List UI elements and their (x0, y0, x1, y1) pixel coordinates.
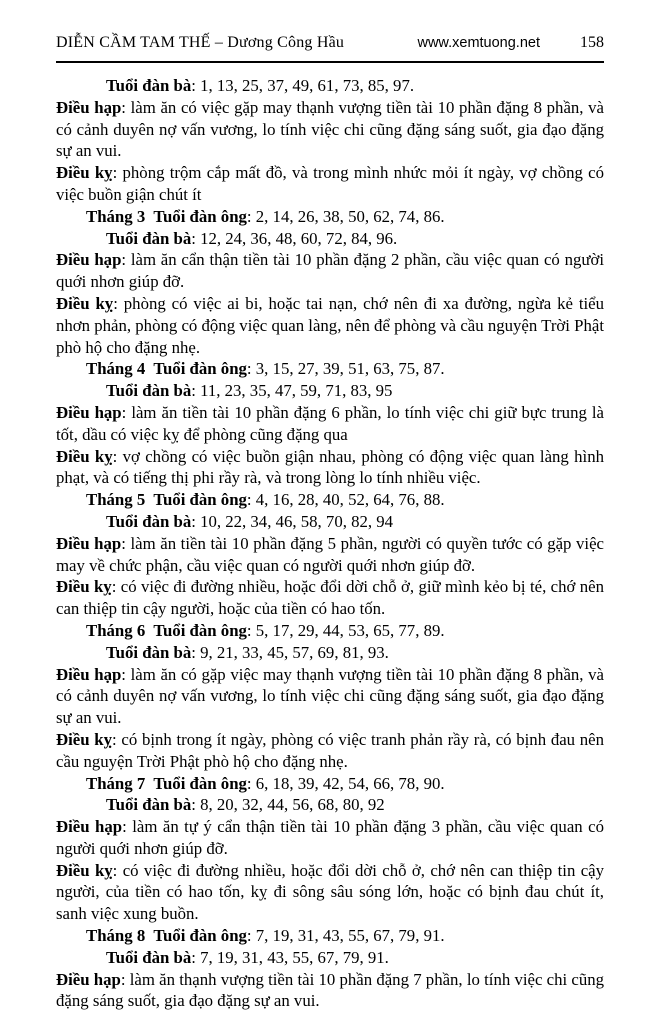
paragraph-text: : 7, 19, 31, 43, 55, 67, 79, 91. (191, 947, 389, 967)
paragraph-dieu (56, 533, 604, 577)
paragraph-text: : 1, 13, 25, 37, 49, 61, 73, 85, 97. (191, 76, 415, 95)
paragraph-dieu (56, 446, 604, 490)
paragraph-thang (56, 620, 604, 642)
paragraph-text: : vợ chồng có việc buồn giận nhau, phòng có động việc quan làng hình phạt, và có tiếng thị phi rầy rà, và trong lòng lo tính nhiều việc. (56, 446, 604, 488)
paragraph-label: Tháng 5 Tuổi đàn ông (86, 490, 247, 510)
paragraph-label: Tuổi đàn bà (106, 947, 192, 967)
paragraph-label: Điều hạp (56, 402, 122, 422)
paragraph-tuoi-ba (56, 228, 604, 250)
paragraph-text: : 7, 19, 31, 43, 55, 67, 79, 91. (246, 926, 445, 946)
paragraph-label: Điều hạp (56, 817, 123, 837)
paragraph-text: : 4, 16, 28, 40, 52, 64, 76, 88. (246, 490, 445, 510)
paragraph-text: : 9, 21, 33, 45, 57, 69, 81, 93. (191, 642, 389, 662)
paragraph-text: : phòng trộm cắp mất đồ, và trong mình nhức mỏi ít ngày, vợ chồng có việc buồn giận chút ít (56, 163, 604, 204)
paragraph-label: Tuổi đàn bà (106, 228, 192, 248)
paragraph-label: Điều kỵ (56, 729, 113, 749)
paragraph-dieu (56, 293, 604, 358)
paragraph-text: : 11, 23, 35, 47, 59, 71, 83, 95 (191, 381, 393, 401)
page-header (56, 34, 604, 52)
paragraph-label: Tuổi đàn bà (106, 795, 192, 815)
paragraph-text: : làm ăn cẩn thận tiền tài 10 phần đặng 2 phần, cầu việc quan có người quới nhơn giúp đỡ. (56, 250, 604, 292)
paragraph-text: : 6, 18, 39, 42, 54, 66, 78, 90. (246, 773, 445, 793)
paragraph-dieu (56, 729, 604, 773)
paragraph-text: : có việc đi đường nhiều, hoặc đổi dời chỗ ở, chớ nên can thiệp tin cậy người, của tiền có hao tốn, kỵ đi sông sâu sóng lớn, hoặc có bịnh đau chút ít, sanh việc xung buồn. (56, 860, 604, 924)
paragraph-tuoi-ba (56, 642, 604, 664)
paragraph-label: Điều kỵ (56, 163, 113, 183)
paragraph-text: : làm ăn tiền tài 10 phần đặng 6 phần, lo tính việc chi giữ bực trung là tốt, dầu có việc kỵ để phòng cũng đặng qua (56, 402, 604, 444)
paragraph-thang (56, 206, 604, 228)
paragraph-text: : làm ăn tự ý cẩn thận tiền tài 10 phần đặng 3 phần, cầu việc quan có người quới nhơn giúp đỡ. (56, 817, 604, 858)
paragraph-label: Tuổi đàn bà (106, 381, 192, 401)
page-body (56, 75, 604, 1012)
page-number: 158 (580, 34, 604, 51)
paragraph-tuoi-ba (56, 511, 604, 533)
paragraph-label: Tháng 3 Tuổi đàn ông (86, 206, 247, 226)
paragraph-text: : 8, 20, 32, 44, 56, 68, 80, 92 (191, 795, 385, 815)
paragraph-text: : 10, 22, 34, 46, 58, 70, 82, 94 (191, 511, 394, 531)
paragraph-label: Tuổi đàn bà (106, 642, 192, 662)
paragraph-tuoi-ba (56, 75, 604, 97)
paragraph-text: : làm ăn tiền tài 10 phần đặng 5 phần, người có quyền tước có gặp việc may về chức phận, cầu việc quan có người quới nhơn giúp đỡ. (56, 533, 604, 575)
paragraph-tuoi-ba (56, 794, 604, 816)
paragraph-dieu (56, 969, 604, 1012)
paragraph-text: : phòng có việc ai bi, hoặc tai nạn, chớ nên đi xa đường, ngừa kẻ tiểu nhơn phản, phòng có động việc quan làng, nên để phòng và cầu nguyện Trời Phật phò hộ cho đặng nhẹ. (56, 293, 604, 357)
paragraph-label: Tháng 8 Tuổi đàn ông (86, 926, 247, 946)
paragraph-label: Điều hạp (56, 969, 121, 989)
paragraph-dieu (56, 97, 604, 162)
paragraph-dieu (56, 816, 604, 860)
paragraph-dieu (56, 860, 604, 925)
paragraph-label: Tháng 4 Tuổi đàn ông (86, 359, 247, 379)
paragraph-label: Điều kỵ (56, 860, 113, 880)
paragraph-label: Tuổi đàn bà (106, 511, 192, 531)
paragraph-text: : làm ăn có việc gặp may thạnh vượng tiền tài 10 phần đặng 8 phần, và có cảnh duyên nợ vấn vương, lo tính việc chi cũng đặng sáng suốt, gia đạo đặng sự an vui. (56, 97, 604, 161)
paragraph-thang (56, 358, 604, 380)
paragraph-label: Điều kỵ (56, 577, 112, 597)
book-title: DIỄN CẦM TAM THẾ – Dương Công Hầu (56, 34, 345, 51)
paragraph-dieu (56, 249, 604, 293)
paragraph-text: : làm ăn có gặp việc may thạnh vượng tiền tài 10 phần đặng 8 phần, và có cảnh duyên nợ vấn vương, lo tính việc chi cũng đặng sáng suốt, gia đạo đặng sự an vui. (56, 664, 604, 728)
paragraph-text: : 2, 14, 26, 38, 50, 62, 74, 86. (246, 206, 445, 226)
header-divider (56, 61, 604, 63)
paragraph-label: Điều hạp (56, 664, 122, 684)
paragraph-text: : có việc đi đường nhiều, hoặc đổi dời chỗ ở, giữ mình kẻo bị té, chớ nên can thiệp tin cậy người, hoặc của tiền có hao tốn. (56, 577, 605, 619)
paragraph-thang (56, 773, 604, 795)
paragraph-label: Điều hạp (56, 97, 122, 117)
paragraph-text: : 3, 15, 27, 39, 51, 63, 75, 87. (246, 359, 445, 379)
paragraph-label: Tháng 7 Tuổi đàn ông (86, 773, 247, 793)
paragraph-tuoi-ba (56, 380, 604, 402)
paragraph-text: : làm ăn thạnh vượng tiền tài 10 phần đặng 7 phần, lo tính việc chi cũng đặng sáng suốt, gia đạo đặng sự an vui. (56, 969, 604, 1011)
paragraph-text: : 5, 17, 29, 44, 53, 65, 77, 89. (246, 620, 445, 640)
paragraph-label: Tháng 6 Tuổi đàn ông (86, 620, 247, 640)
paragraph-text: : 12, 24, 36, 48, 60, 72, 84, 96. (191, 228, 398, 248)
paragraph-dieu (56, 162, 604, 206)
paragraph-label: Điều hạp (56, 250, 122, 270)
paragraph-thang (56, 489, 604, 511)
paragraph-label: Điều hạp (56, 533, 122, 553)
paragraph-text: : có bịnh trong ít ngày, phòng có việc tranh phản rầy rà, có bịnh đau nên cầu nguyện Trời Phật phò hộ cho đặng nhẹ. (56, 729, 604, 771)
paragraph-dieu (56, 576, 604, 620)
paragraph-dieu (56, 664, 604, 729)
paragraph-label: Điều kỵ (56, 446, 113, 466)
paragraph-dieu (56, 402, 604, 446)
paragraph-tuoi-ba (56, 947, 604, 969)
paragraph-label: Tuổi đàn bà (106, 76, 192, 95)
paragraph-label: Điều kỵ (56, 293, 114, 313)
website-url: www.xemtuong.net (417, 35, 540, 51)
